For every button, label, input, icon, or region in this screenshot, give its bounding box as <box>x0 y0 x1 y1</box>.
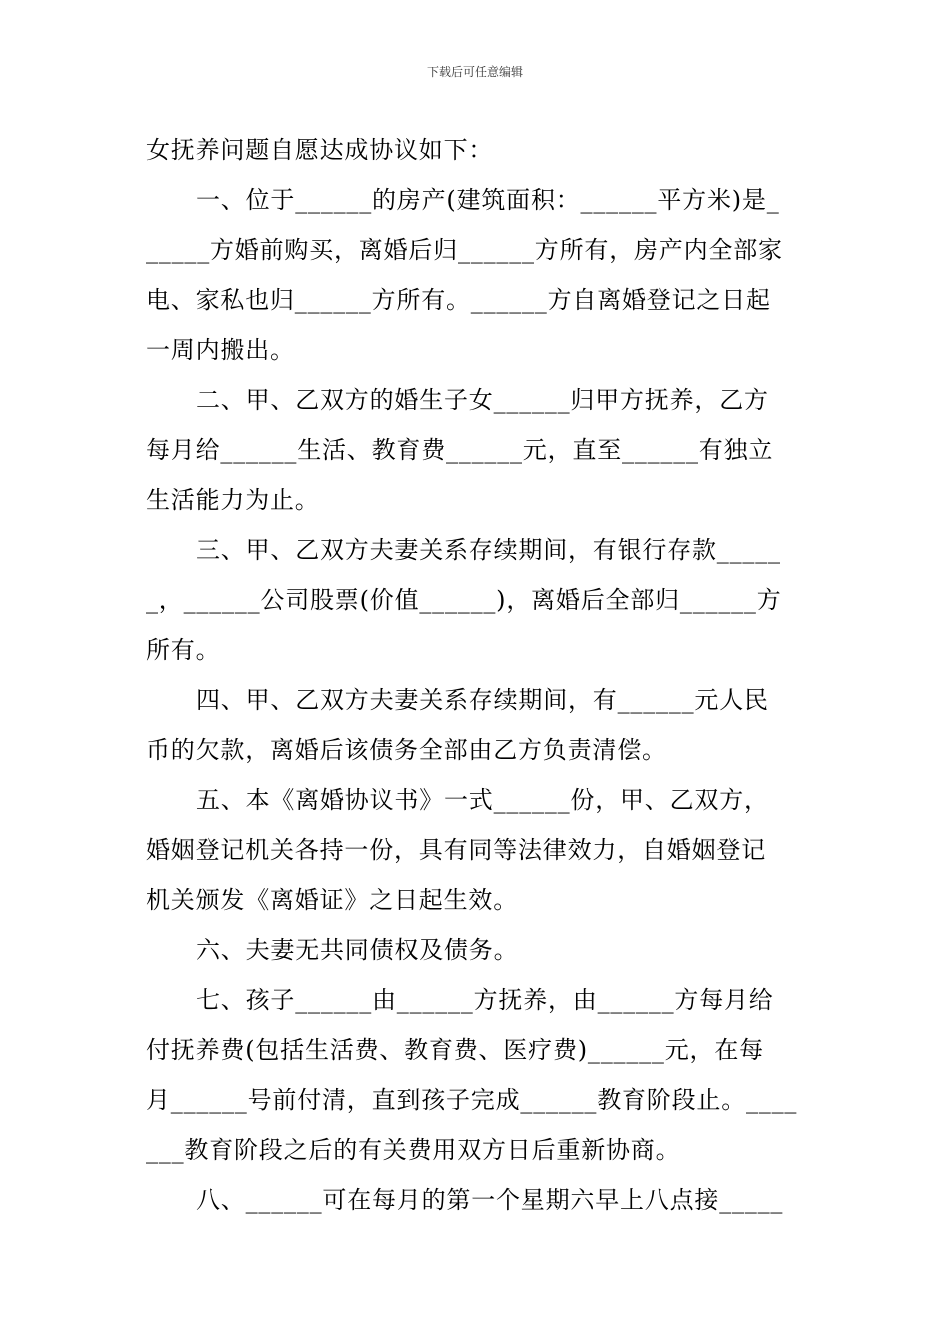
clause-7-line-2: 付抚养费(包括生活费、教育费、医疗费)______元，在每 <box>146 1036 764 1064</box>
clause-7-line-4: ___教育阶段之后的有关费用双方日后重新协商。 <box>146 1136 681 1164</box>
clause-6-line-1: 六、夫妻无共同债权及债务。 <box>196 936 519 964</box>
clause-5-line-3: 机关颁发《离婚证》之日起生效。 <box>146 886 518 914</box>
clause-3-line-2: _，______公司股票(价值______)，离婚后全部归______方 <box>146 586 782 614</box>
clause-5-line-2: 婚姻登记机关各持一份，具有同等法律效力，自婚姻登记 <box>146 836 766 864</box>
clause-4-line-1: 四、甲、乙双方夫妻关系存续期间，有______元人民 <box>196 686 769 714</box>
clause-4-line-2: 币的欠款，离婚后该债务全部由乙方负责清偿。 <box>146 736 667 764</box>
clause-2-line-2: 每月给______生活、教育费______元，直至______有独立 <box>146 436 774 464</box>
clause-1-line-2: _____方婚前购买，离婚后归______方所有，房产内全部家 <box>146 236 783 264</box>
clause-7-line-1: 七、孩子______由______方抚养，由______方每月给 <box>196 986 774 1014</box>
clause-1-line-3: 电、家私也归______方所有。______方自离婚登记之日起 <box>146 286 771 314</box>
clause-1-line-4: 一周内搬出。 <box>146 336 295 364</box>
text-line: 女抚养问题自愿达成协议如下： <box>146 136 494 164</box>
clause-7-line-3: 月______号前付清，直到孩子完成______教育阶段止。____ <box>146 1086 798 1114</box>
clause-5-line-1: 五、本《离婚协议书》一式______份，甲、乙双方， <box>196 786 769 814</box>
clause-3-line-3: 所有。 <box>146 636 221 664</box>
clause-3-line-1: 三、甲、乙双方夫妻关系存续期间，有银行存款_____ <box>196 536 781 564</box>
clause-8-line-1: 八、______可在每月的第一个星期六早上八点接_____ <box>196 1186 784 1214</box>
document-body <box>146 125 808 1225</box>
clause-2-line-1: 二、甲、乙双方的婚生子女______归甲方抚养，乙方 <box>196 386 769 414</box>
clause-2-line-3: 生活能力为止。 <box>146 486 320 514</box>
page-header: 下载后可任意编辑 <box>426 65 523 79</box>
clause-1-line-1: 一、位于______的房产(建筑面积：______平方米)是_ <box>196 186 780 214</box>
